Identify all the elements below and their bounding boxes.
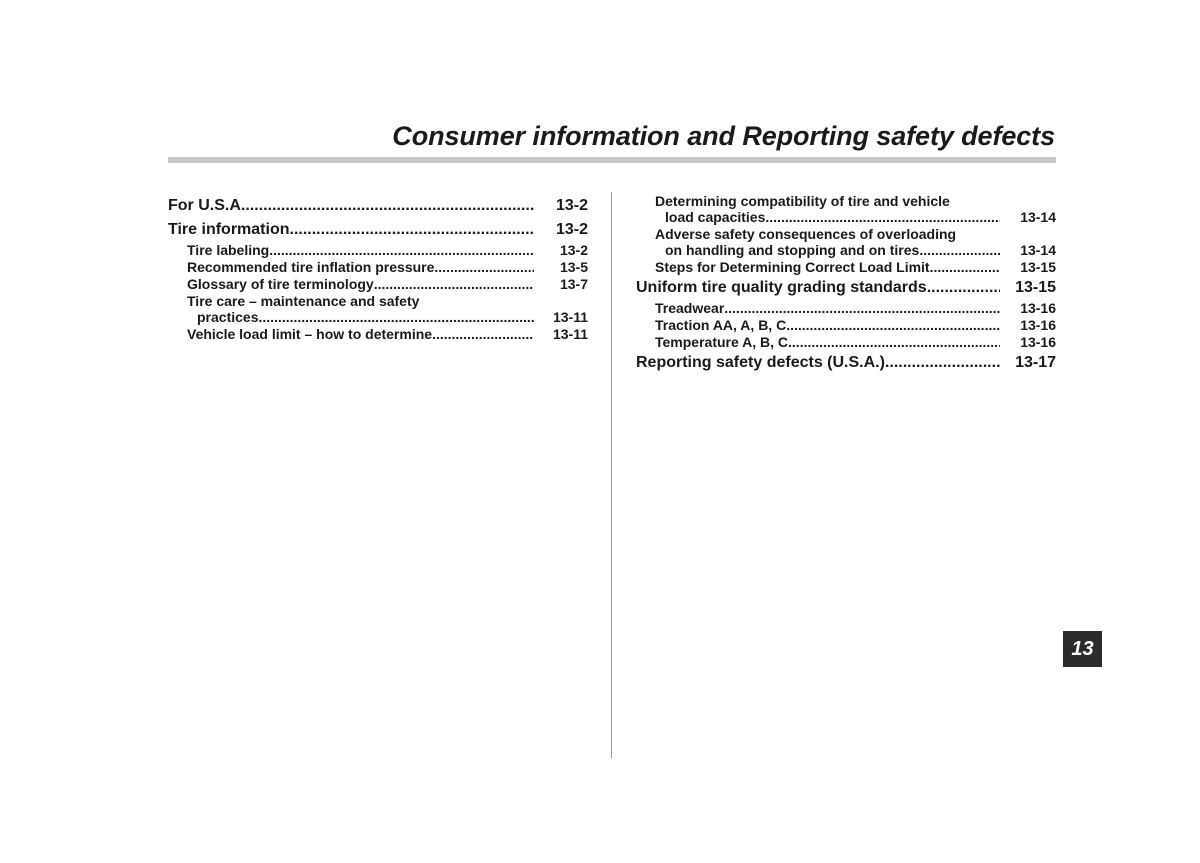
toc-entry-page: 13-16	[1020, 317, 1056, 333]
toc-entry-label: Treadwear	[655, 300, 725, 316]
toc-entry-treadwear[interactable]	[636, 300, 1056, 317]
leader-dots	[765, 209, 1000, 226]
leader-dots	[269, 242, 534, 259]
toc-entry-page: 13-16	[1020, 300, 1056, 316]
toc-entry-page: 13-11	[552, 309, 588, 325]
toc-entry-page: 13-2	[555, 197, 588, 214]
toc-entry-tire-labeling[interactable]	[168, 242, 588, 259]
leader-dots	[885, 351, 1000, 375]
toc-entry-page: 13-15	[1020, 259, 1056, 275]
toc-entry-label: Uniform tire quality grading standards	[636, 279, 927, 296]
leader-dots	[434, 259, 534, 276]
toc-entry-tire-information[interactable]	[168, 218, 588, 242]
toc-entry-label-line1: Determining compatibility of tire and vehicle	[655, 193, 950, 209]
toc-entry-page: 13-14	[1020, 242, 1056, 258]
column-divider	[611, 192, 612, 758]
toc-entry-compatibility[interactable]	[636, 193, 1056, 226]
toc-entry-page: 13-14	[1020, 209, 1056, 225]
chapter-tab: 13	[1063, 631, 1102, 667]
toc-entry-steps-load-limit[interactable]	[636, 259, 1056, 276]
leader-dots	[290, 218, 535, 242]
toc-entry-label: Steps for Determining Correct Load Limit	[655, 259, 930, 275]
toc-entry-page: 13-11	[552, 326, 588, 342]
toc-entry-page: 13-2	[559, 242, 588, 258]
toc-entry-page: 13-16	[1020, 334, 1056, 350]
leader-dots	[930, 259, 1000, 276]
toc-entry-page: 13-2	[555, 221, 588, 238]
toc-entry-label: Recommended tire inflation pressure	[187, 259, 435, 275]
toc-entry-label-line2: load capacities	[665, 209, 766, 225]
toc-entry-page: 13-7	[559, 276, 588, 292]
toc-entry-label-line1: Tire care – maintenance and safety	[187, 293, 420, 309]
toc-entry-utqg[interactable]	[636, 276, 1056, 300]
toc-entry-traction[interactable]	[636, 317, 1056, 334]
toc-entry-glossary[interactable]	[168, 276, 588, 293]
toc-entry-label: Glossary of tire terminology	[187, 276, 374, 292]
toc-left-column	[168, 194, 588, 343]
toc-entry-label: Temperature A, B, C	[655, 334, 789, 350]
toc-entry-label: For U.S.A.	[168, 197, 246, 214]
toc-entry-label-line2: on handling and stopping and on tires	[665, 242, 920, 258]
leader-dots	[788, 334, 1000, 351]
toc-entry-page: 13-17	[1015, 354, 1056, 371]
toc-entry-vehicle-load-limit[interactable]	[168, 326, 588, 343]
toc-entry-label: Tire information	[168, 221, 290, 238]
leader-dots	[245, 194, 534, 218]
leader-dots	[927, 276, 1000, 300]
toc-entry-page: 13-15	[1015, 279, 1056, 296]
toc-right-column	[636, 193, 1056, 375]
title-rule	[168, 157, 1056, 163]
toc-entry-recommended-pressure[interactable]	[168, 259, 588, 276]
leader-dots	[374, 276, 534, 293]
toc-entry-label: Vehicle load limit – how to determine	[187, 326, 433, 342]
toc-entry-label: Tire labeling	[187, 242, 270, 258]
toc-entry-reporting-defects[interactable]	[636, 351, 1056, 375]
toc-entry-label: Reporting safety defects (U.S.A.)	[636, 354, 885, 371]
leader-dots	[432, 326, 534, 343]
leader-dots	[786, 317, 1000, 334]
leader-dots	[724, 300, 1000, 317]
leader-dots	[258, 309, 534, 326]
leader-dots	[919, 242, 1000, 259]
toc-entry-label: Traction AA, A, B, C	[655, 317, 787, 333]
toc-entry-label-line2: practices	[197, 309, 259, 325]
toc-entry-temperature[interactable]	[636, 334, 1056, 351]
toc-entry-tire-care[interactable]	[168, 293, 588, 326]
toc-entry-page: 13-5	[559, 259, 588, 275]
toc-entry-adverse-consequences[interactable]	[636, 226, 1056, 259]
page-title: Consumer information and Reporting safety defects	[392, 121, 1055, 151]
toc-entry-label-line1: Adverse safety consequences of overloading	[655, 226, 957, 242]
toc-entry-for-usa[interactable]	[168, 194, 588, 218]
